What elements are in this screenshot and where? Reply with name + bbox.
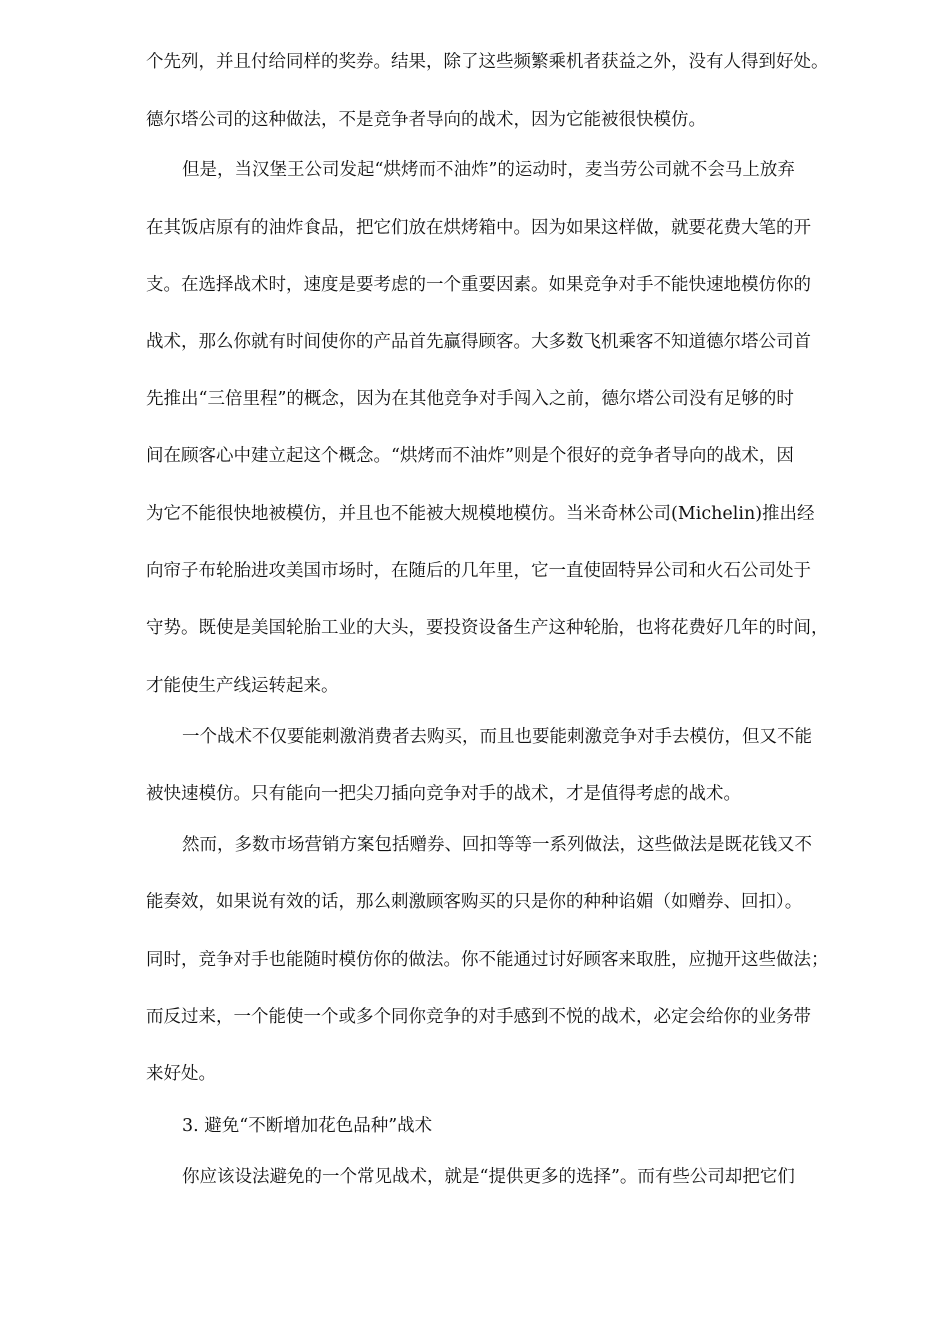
text-line: 向帘子布轮胎进攻美国市场时，在随后的几年里，它一直使固特异公司和火石公司处于 — [146, 561, 811, 581]
text-line: 被快速模仿。只有能向一把尖刀插向竞争对手的战术，才是值得考虑的战术。 — [146, 784, 741, 804]
section-heading: 3. 避免“不断增加花色品种”战术 — [182, 1116, 433, 1136]
text-line: 德尔塔公司的这种做法，不是竞争者导向的战术，因为它能被很快模仿。 — [146, 110, 706, 130]
text-line: 先推出“三倍里程”的概念，因为在其他竞争对手闯入之前，德尔塔公司没有足够的时 — [146, 389, 794, 409]
text-line: 战术，那么你就有时间使你的产品首先赢得顾客。大多数飞机乘客不知道德尔塔公司首 — [146, 332, 811, 352]
paragraph-first-line: 你应该设法避免的一个常见战术，就是“提供更多的选择”。而有些公司却把它们 — [182, 1167, 795, 1187]
text-line: 为它不能很快地被模仿，并且也不能被大规模地模仿。当米奇林公司(Michelin)推出经 — [146, 504, 815, 524]
text-line: 个先列，并且付给同样的奖券。结果，除了这些频繁乘机者获益之外，没有人得到好处。 — [146, 52, 829, 72]
text-line: 才能使生产线运转起来。 — [146, 676, 339, 696]
text-line: 来好处。 — [146, 1064, 216, 1084]
text-line: 而反过来，一个能使一个或多个同你竞争的对手感到不悦的战术，必定会给你的业务带 — [146, 1007, 811, 1027]
text-line: 守势。既使是美国轮胎工业的大头，要投资设备生产这种轮胎，也将花费好几年的时间， — [146, 618, 829, 638]
text-line: 在其饭店原有的油炸食品，把它们放在烘烤箱中。因为如果这样做，就要花费大笔的开 — [146, 218, 811, 238]
paragraph-first-line: 然而，多数市场营销方案包括赠券、回扣等等一系列做法，这些做法是既花钱又不 — [182, 835, 812, 855]
text-line: 间在顾客心中建立起这个概念。“烘烤而不油炸”则是个很好的竞争者导向的战术，因 — [146, 446, 794, 466]
paragraph-first-line: 但是，当汉堡王公司发起“烘烤而不油炸”的运动时，麦当劳公司就不会马上放弃 — [182, 160, 795, 180]
text-line: 支。在选择战术时，速度是要考虑的一个重要因素。如果竞争对手不能快速地模仿你的 — [146, 275, 811, 295]
text-line: 能奏效，如果说有效的话，那么刺激顾客购买的只是你的种种谄媚（如赠券、回扣）。 — [146, 892, 803, 912]
paragraph-first-line: 一个战术不仅要能刺激消费者去购买，而且也要能刺激竞争对手去模仿，但又不能 — [182, 727, 812, 747]
text-line: 同时，竞争对手也能随时模仿你的做法。你不能通过讨好顾客来取胜，应抛开这些做法； — [146, 950, 829, 970]
